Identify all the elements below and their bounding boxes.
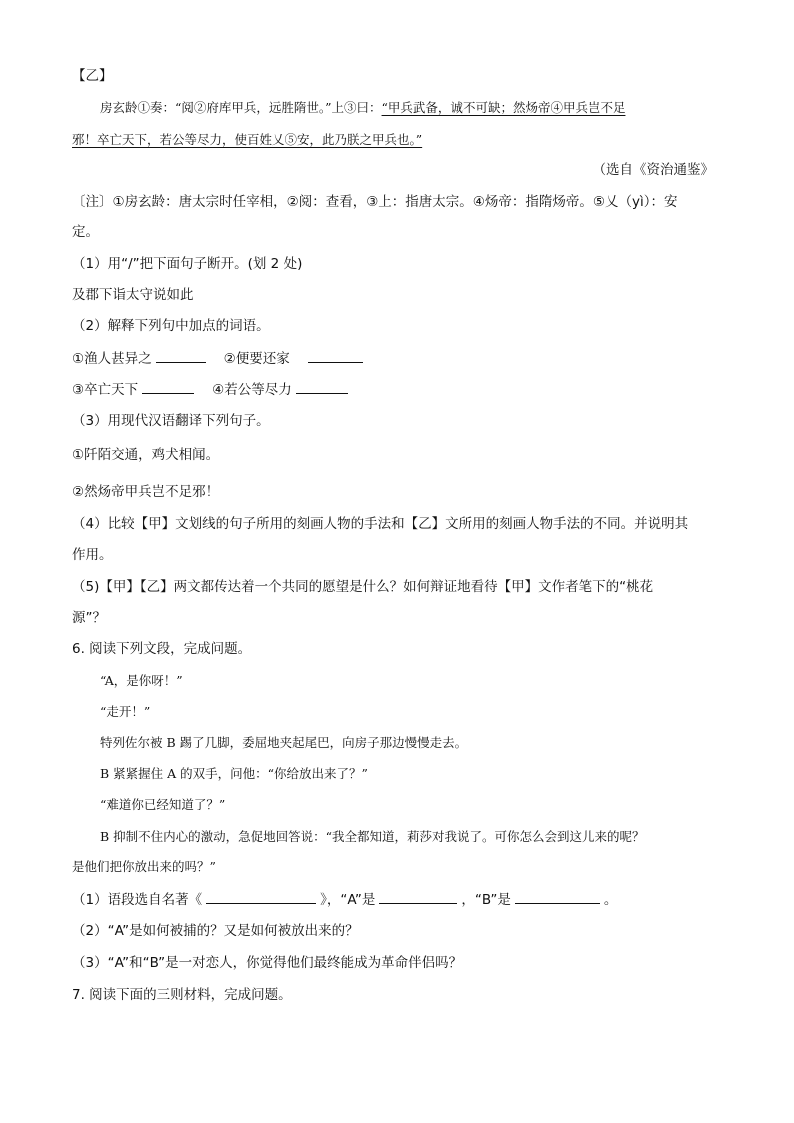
word-item: ③卒亡天下 bbox=[72, 382, 139, 398]
question-6-3: （3）“A”和“B”是一对恋人，你觉得他们最终能成为革命伴侣吗？ bbox=[72, 955, 463, 971]
question-6-title: 6. 阅读下列文段，完成问题。 bbox=[72, 641, 252, 657]
passage-line: 特列佐尔被 B 踢了几脚，委屈地夹起尾巴，向房子那边慢慢走去。 bbox=[100, 735, 468, 750]
annotation-line-1: 〔注〕①房玄龄：唐太宗时任宰相，②阅：查看，③上：指唐太宗。④炀帝：指隋炀帝。⑤乂（yì）：安 bbox=[72, 194, 678, 210]
question-7-title: 7. 阅读下面的三则材料，完成问题。 bbox=[72, 987, 292, 1003]
word-item: ①渔人甚异之 bbox=[72, 351, 152, 367]
word-item: ②便要还家 bbox=[223, 351, 290, 367]
question-5-2-row-2 bbox=[72, 379, 352, 400]
translate-item: ②然炀帝甲兵岂不足邪！ bbox=[72, 484, 220, 500]
annotation-line-2: 定。 bbox=[72, 224, 99, 240]
translate-item: ①阡陌交通，鸡犬相闻。 bbox=[72, 447, 220, 463]
question-5-1: （1）用“/”把下面句子断开。(划 2 处) bbox=[72, 256, 303, 272]
question-5-4-line-1: （4）比较【甲】文划线的句子所用的刻画人物的手法和【乙】文所用的刻画人物手法的不同。并说明其 bbox=[72, 516, 689, 532]
passage-line: “难道你已经知道了？” bbox=[100, 797, 226, 812]
passage-line: 是他们把你放出来的吗？” bbox=[72, 859, 216, 874]
question-6-1 bbox=[72, 889, 617, 910]
question-5-1-sentence: 及郡下诣太守说如此 bbox=[72, 287, 194, 303]
classical-text-line-2 bbox=[72, 130, 422, 150]
answer-blank[interactable] bbox=[156, 348, 206, 363]
section-heading: 【乙】 bbox=[72, 68, 113, 84]
classical-text-plain: 房玄龄①奏：“阅②府库甲兵，远胜隋世。”上③曰： bbox=[100, 100, 382, 115]
question-5-5-line-2: 源”？ bbox=[72, 610, 106, 626]
answer-blank[interactable] bbox=[206, 889, 316, 904]
answer-blank[interactable] bbox=[308, 348, 363, 363]
answer-blank[interactable] bbox=[142, 379, 194, 394]
answer-blank[interactable] bbox=[515, 889, 600, 904]
answer-blank[interactable] bbox=[296, 379, 348, 394]
q6-1-mid2: ，“B”是 bbox=[461, 892, 511, 908]
word-item: ④若公等尽力 bbox=[212, 382, 292, 398]
passage-line: B 紧紧握住 A 的双手，问他：“你给放出来了？” bbox=[100, 766, 368, 781]
question-6-2: （2）“A”是如何被捕的？又是如何被放出来的？ bbox=[72, 923, 359, 939]
q6-1-mid1: 》，“A”是 bbox=[320, 892, 376, 908]
passage-line: B 抑制不住内心的激动，急促地回答说：“我全都知道，莉莎对我说了。可你怎么会到这儿来的呢？ bbox=[100, 829, 645, 844]
classical-text-line-1 bbox=[100, 98, 625, 118]
classical-text-underlined: “甲兵武备，诚不可缺；然炀帝④甲兵岂不足 bbox=[381, 100, 626, 115]
question-5-2-row-1 bbox=[72, 348, 367, 369]
passage-line: “A，是你呀！” bbox=[100, 673, 183, 688]
passage-line: “走开！” bbox=[100, 704, 151, 719]
q6-1-prefix: （1）语段选自名著《 bbox=[72, 892, 203, 908]
question-5-2: （2）解释下列句中加点的词语。 bbox=[72, 318, 270, 334]
question-5-3: （3）用现代汉语翻译下列句子。 bbox=[72, 413, 270, 429]
answer-blank[interactable] bbox=[379, 889, 457, 904]
classical-text-underlined: 邪！卒亡天下，若公等尽力，使百姓乂⑤安，此乃朕之甲兵也。” bbox=[72, 132, 423, 147]
source-citation: （选自《资治通鉴》 bbox=[592, 162, 714, 178]
question-5-4-line-2: 作用。 bbox=[72, 547, 113, 563]
question-5-5-line-1: （5)【甲】【乙】两文都传达着一个共同的愿望是什么？如何辩证地看待【甲】文作者笔下的“桃花 bbox=[72, 579, 654, 595]
q6-1-end: 。 bbox=[603, 892, 618, 908]
